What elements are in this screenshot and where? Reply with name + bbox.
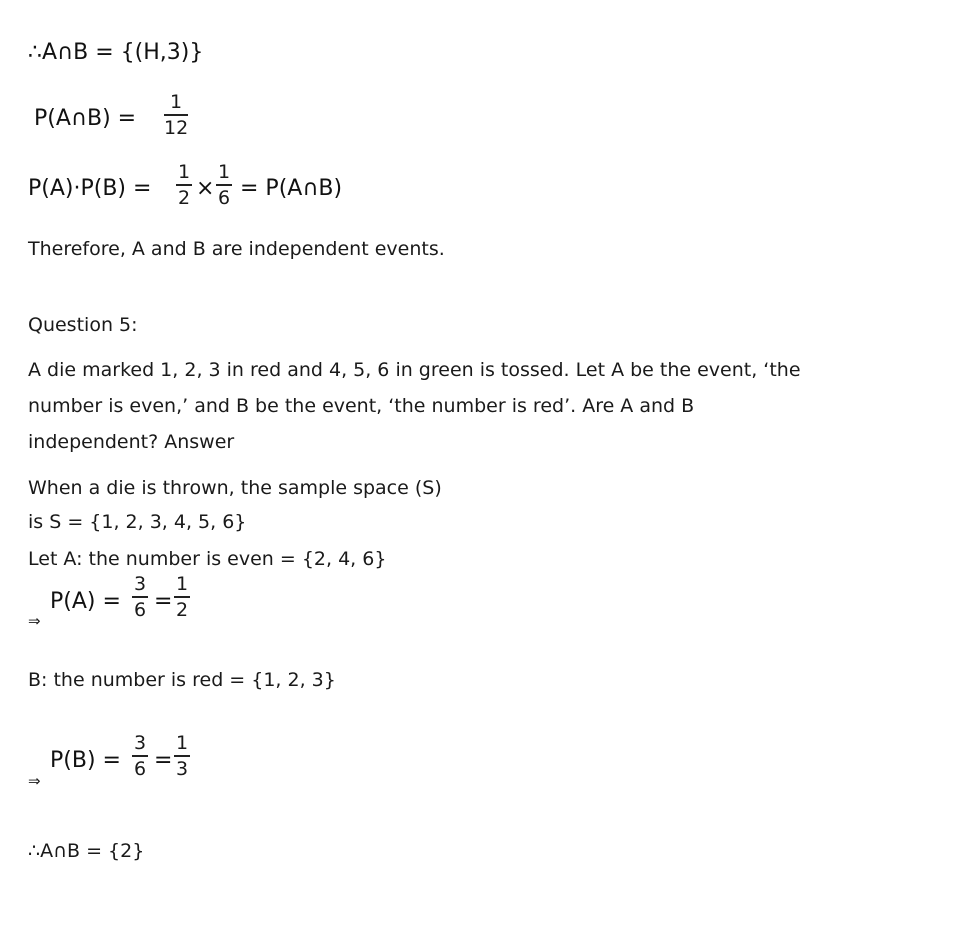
p-b-fraction-1 <box>132 733 148 779</box>
fraction-numerator: 1 <box>169 91 183 113</box>
question-line-2: number is even,’ and B be the event, ‘the number is red’. Are A and B <box>28 395 695 417</box>
product-lhs: P(A)·P(B) = <box>28 176 152 201</box>
product-rhs: = P(A∩B) <box>240 176 343 201</box>
implies-arrow-a: ⇒ <box>28 612 41 630</box>
fraction-numerator: 1 <box>175 573 189 595</box>
fraction-numerator: 3 <box>133 732 147 754</box>
times-sign <box>196 176 214 201</box>
question-heading: Question 5: <box>28 314 138 336</box>
p-a-equals <box>154 589 172 614</box>
fraction-bar <box>216 184 232 186</box>
fraction-numerator: 1 <box>175 732 189 754</box>
fraction-denominator: 6 <box>133 599 147 621</box>
question-line-1: A die marked 1, 2, 3 in red and 4, 5, 6 in green is tossed. Let A be the event, ‘the <box>28 359 801 381</box>
fraction-bar <box>164 114 188 116</box>
product-fraction-1 <box>176 162 192 208</box>
intersection-set-line <box>28 40 203 65</box>
p-b-equals <box>154 748 172 773</box>
fraction-bar <box>174 596 190 598</box>
fraction-denominator: 3 <box>175 758 189 780</box>
implies-arrow-b: ⇒ <box>28 772 41 790</box>
p-intersection-fraction <box>164 92 188 138</box>
event-b-definition: B: the number is red = {1, 2, 3} <box>28 669 336 691</box>
p-a-fraction-2 <box>174 574 190 620</box>
fraction-bar <box>176 184 192 186</box>
question-line-3: independent? Answer <box>28 431 235 453</box>
fraction-denominator: 2 <box>177 187 191 209</box>
event-a-definition: Let A: the number is even = {2, 4, 6} <box>28 548 387 570</box>
product-line <box>28 176 151 201</box>
p-b-lhs: P(B) = <box>50 748 121 773</box>
p-a-lhs: P(A) = <box>50 589 121 614</box>
p-b-line <box>50 748 121 773</box>
sample-space-line-1: When a die is thrown, the sample space (S) <box>28 477 442 499</box>
fraction-bar <box>132 755 148 757</box>
fraction-denominator: 2 <box>175 599 189 621</box>
intersection-set-text: ∴A∩B = {(H,3)} <box>28 40 204 65</box>
fraction-numerator: 3 <box>133 573 147 595</box>
fraction-bar <box>132 596 148 598</box>
fraction-numerator: 1 <box>177 161 191 183</box>
conclusion-text: Therefore, A and B are independent events. <box>28 238 445 260</box>
p-b-fraction-2 <box>174 733 190 779</box>
p-intersection-lhs: P(A∩B) = <box>34 106 137 131</box>
times-text: × <box>196 176 215 201</box>
product-fraction-2 <box>216 162 232 208</box>
p-b-equals-text: = <box>154 748 173 773</box>
fraction-denominator: 6 <box>217 187 231 209</box>
fraction-denominator: 6 <box>133 758 147 780</box>
p-a-line <box>50 589 121 614</box>
sample-space-line-2: is S = {1, 2, 3, 4, 5, 6} <box>28 511 247 533</box>
p-a-fraction-1 <box>132 574 148 620</box>
p-intersection-line <box>34 106 136 131</box>
final-intersection: ∴A∩B = {2} <box>28 840 145 862</box>
p-a-equals-text: = <box>154 589 173 614</box>
fraction-denominator: 12 <box>164 117 189 139</box>
fraction-numerator: 1 <box>217 161 231 183</box>
product-rhs-line <box>240 176 342 201</box>
fraction-bar <box>174 755 190 757</box>
